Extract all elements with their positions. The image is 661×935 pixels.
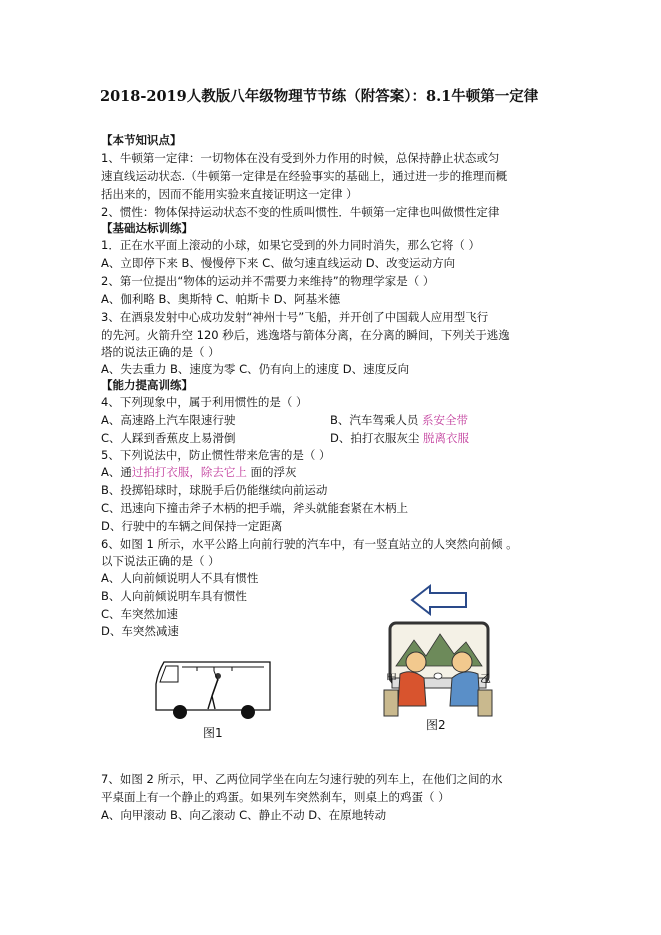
highlighted-text: 系安全带 [422, 413, 469, 427]
figure-2-label-b: 乙 [480, 672, 491, 685]
option-text: B、汽车驾乘人员 [330, 413, 423, 427]
question-4-option-a: A、高速路上汽车限速行驶 [101, 413, 236, 427]
section-knowledge-heading: 【本节知识点】 [101, 133, 182, 147]
question-6-option: D、车突然减速 [101, 624, 179, 638]
question-2-options: A、伽利略 B、奥斯特 C、帕斯卡 D、阿基米德 [101, 292, 341, 306]
question-3-line: 的先河。火箭升空 120 秒后，逃逸塔与箭体分离，在分离的瞬间，下列关于逃逸 [101, 328, 510, 342]
highlighted-text: 脱离衣服 [423, 431, 470, 445]
question-4-option-b [330, 411, 468, 429]
question-6-option: A、人向前倾说明人不具有惯性 [101, 571, 259, 585]
question-6-line: 以下说法正确的是（ ） [101, 554, 220, 568]
question-7-options: A、向甲滚动 B、向乙滚动 C、静止不动 D、在原地转动 [101, 808, 387, 822]
figure-2-label-a: 甲 [386, 672, 397, 685]
figure-2-train-illustration [382, 578, 494, 718]
question-1-stem: 1．正在水平面上滚动的小球，如果它受到的外力同时消失，那么它将（ ） [101, 238, 480, 252]
question-6-line: 6、如图 1 所示，水平公路上向前行驶的汽车中，有一竖直站立的人突然向前倾 。 [101, 537, 518, 551]
section-ability-heading: 【能力提高训练】 [101, 378, 193, 392]
question-7-line: 7、如图 2 所示，甲、乙两位同学坐在向左匀速行驶的列车上，在他们之间的水 [101, 772, 503, 786]
question-5-option-b: B、投掷铅球时，球脱手后仍能继续向前运动 [101, 483, 328, 497]
question-6-option: B、人向前倾说明车具有惯性 [101, 589, 247, 603]
question-3-line: 3、在酒泉发射中心成功发射“神州十号”飞船，并开创了中国载人应用型飞行 [101, 310, 489, 324]
question-5-option-a [101, 463, 297, 481]
knowledge-line: 1、牛顿第一定律：一切物体在没有受到外力作用的时候，总保持静止状态或匀 [101, 151, 500, 165]
question-5-option-c: C、迅速向下撞击斧子木柄的把手端，斧头就能套紧在木柄上 [101, 501, 409, 515]
question-3-line: 塔的说法正确的是（ ） [101, 345, 220, 359]
question-7-line: 平桌面上有一个静止的鸡蛋。如果列车突然刹车，则桌上的鸡蛋（ ） [101, 790, 450, 804]
question-3-options: A、失去重力 B、速度为零 C、仍有向上的速度 D、速度反向 [101, 362, 410, 376]
question-4-stem: 4、下列现象中，属于利用惯性的是（ ） [101, 395, 308, 409]
question-4-option-c: C、人踩到香蕉皮上易滑倒 [101, 431, 236, 445]
highlighted-text: 过拍打衣服，除去它上 [131, 465, 247, 479]
figure-2-caption: 图2 [426, 718, 446, 732]
question-5-stem: 5、下列说法中，防止惯性带来危害的是（ ） [101, 448, 331, 462]
page-title: 2018-2019人教版八年级物理节节练（附答案）：8.1牛顿第一定律 [100, 88, 539, 105]
knowledge-line: 2、惯性：物体保持运动状态不变的性质叫惯性．牛顿第一定律也叫做惯性定律 [101, 205, 500, 219]
option-text: A、通 [101, 465, 132, 479]
question-2-stem: 2、第一位提出“物体的运动并不需要力来维持”的物理学家是（ ） [101, 274, 435, 288]
question-1-options: A、立即停下来 B、慢慢停下来 C、做匀速直线运动 D、改变运动方向 [101, 256, 456, 270]
option-text: 面的浮灰 [246, 465, 297, 479]
question-4-option-d [330, 429, 469, 447]
section-basic-heading: 【基础达标训练】 [101, 221, 193, 235]
figure-1-bus-illustration [152, 652, 276, 722]
question-5-option-d: D、行驶中的车辆之间保持一定距离 [101, 519, 283, 533]
figure-1-caption: 图1 [203, 726, 223, 740]
knowledge-line: 括出来的，因而不能用实验来直接证明这一定律 ） [101, 187, 358, 201]
knowledge-line: 速直线运动状态.（牛顿第一定律是在经验事实的基础上，通过进一步的推理而概 [101, 169, 508, 183]
question-6-option: C、车突然加速 [101, 607, 179, 621]
option-text: D、拍打衣服灰尘 [330, 431, 424, 445]
